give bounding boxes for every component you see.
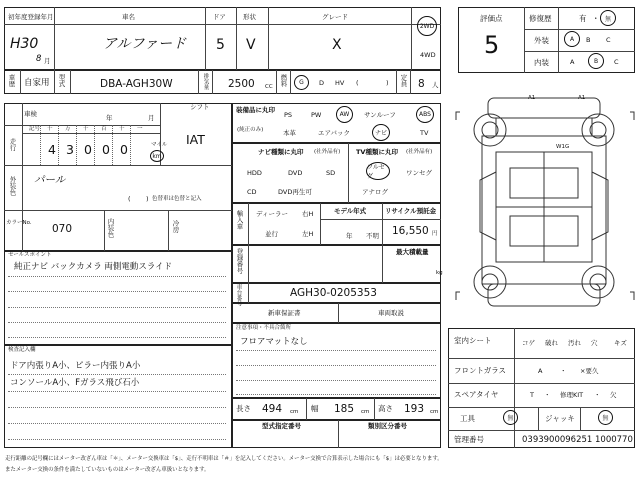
digit-header: 一 bbox=[137, 126, 143, 132]
seat-item: キズ bbox=[614, 339, 627, 347]
repair-label: 修復歴 bbox=[529, 14, 552, 23]
seat-item: 穴 bbox=[591, 339, 598, 347]
color-paren-left: ( bbox=[128, 195, 131, 203]
type-label: 型式指定番号 bbox=[262, 422, 301, 430]
tool-value-circle bbox=[503, 410, 518, 425]
model-label: 型式 bbox=[57, 74, 66, 87]
navi-sd: SD bbox=[326, 169, 336, 177]
seat-item: コゲ bbox=[522, 339, 535, 347]
navi-sub: (社外品有) bbox=[314, 149, 341, 155]
recycle-label: リサイクル預託金 bbox=[385, 207, 437, 215]
model-year-value: 不明 bbox=[366, 232, 379, 240]
color-value: パール bbox=[34, 174, 66, 186]
equip-aw: AW bbox=[339, 111, 350, 118]
tv-analog: アナログ bbox=[362, 188, 388, 196]
interior-c: C bbox=[614, 58, 619, 66]
mile-label: マイル bbox=[151, 142, 168, 148]
model-year-label: モデル年式 bbox=[334, 207, 367, 215]
tool-label: 工具 bbox=[460, 414, 475, 423]
interior-b-circle bbox=[588, 53, 604, 69]
equipment-label: 装備品に丸印 bbox=[236, 106, 275, 114]
score-label: 評価点 bbox=[480, 14, 503, 23]
recycle-value: 16,550 bbox=[392, 225, 429, 237]
usage-value: 自家用 bbox=[24, 78, 50, 88]
person-unit: 人 bbox=[432, 81, 439, 89]
digit-header: 十 bbox=[119, 126, 125, 132]
navi-label: ナビ種類に丸印 bbox=[258, 148, 304, 156]
interior-color-label: 内装色 bbox=[106, 218, 115, 238]
mgmt-no: 0393900096251 1000770 bbox=[522, 435, 633, 445]
aircon-label: 冷房 bbox=[171, 220, 180, 233]
inspector-line-1: ドア内張りA小、ピラー内張りA小 bbox=[10, 361, 141, 371]
fuel-label: 燃料 bbox=[279, 74, 288, 87]
navi-cd: CD bbox=[247, 188, 257, 196]
spare-t: T bbox=[530, 391, 534, 399]
grade-label: グレード bbox=[322, 13, 348, 21]
exterior-a-circle bbox=[564, 31, 580, 47]
shift-label: シフト bbox=[190, 103, 210, 111]
sales-label: セールスポイント bbox=[8, 252, 52, 258]
capacity-value: 8 bbox=[418, 78, 425, 90]
equip-pw: PW bbox=[311, 111, 322, 119]
height-value: 193 bbox=[404, 403, 425, 415]
footer-line-1: 走行距離の記号欄にはメーター改ざん車は「＊」、メーター交換車は「$」、走行不明車は「＃」を記入してください。メーター交換で合算表示した場合にも「$」は必要となります。 bbox=[5, 456, 443, 462]
class-label: 類別区分番号 bbox=[368, 422, 407, 430]
exterior-selected: A bbox=[569, 35, 575, 43]
month-unit: 月 bbox=[44, 57, 51, 65]
color-note: 色替車は色替と記入 bbox=[152, 196, 202, 202]
chassis-no: AGH30-0205353 bbox=[290, 287, 377, 299]
diag-a1-left: A1 bbox=[528, 95, 536, 101]
inspection-label: 車検 bbox=[24, 110, 37, 118]
tv-label: TV種類に丸印 bbox=[356, 148, 398, 156]
first-reg-month: 8 bbox=[36, 54, 42, 64]
spare-missing: 欠 bbox=[610, 391, 617, 399]
notes-label: 注意事項・不具合箇所 bbox=[236, 325, 292, 331]
equip-abs-circle bbox=[416, 106, 434, 123]
import-dealer: ディーラー bbox=[256, 210, 288, 218]
repair-no-circle bbox=[600, 10, 616, 26]
fuel-selected: G bbox=[299, 79, 304, 86]
inspection-month: 月 bbox=[148, 114, 155, 122]
displacement-label: 排気量 bbox=[202, 73, 209, 90]
tv-oneseg: ワンセグ bbox=[406, 169, 432, 177]
digit-header: 千 bbox=[83, 126, 89, 132]
length-cm: cm bbox=[290, 409, 299, 415]
doors-value: 5 bbox=[216, 37, 225, 53]
door-label: ドア bbox=[213, 13, 226, 21]
jack-value: 無 bbox=[602, 415, 609, 422]
equip-navi-circle bbox=[372, 124, 390, 141]
fuel-hv: HV bbox=[335, 79, 345, 87]
seat-label: 室内シート bbox=[454, 336, 492, 345]
tv-sub: (社外品有) bbox=[406, 149, 433, 155]
km-circle bbox=[150, 150, 164, 162]
fuel-g-circle bbox=[294, 75, 309, 90]
footer-line-2: またメーター交換の条件を満たしていないものはメーター改ざん車扱いとなります。 bbox=[5, 467, 210, 473]
import-parallel: 並行 bbox=[265, 230, 278, 238]
spare-kit: 修理KIT bbox=[560, 391, 584, 399]
interior-label: 内装 bbox=[534, 58, 549, 67]
color-no-value: 070 bbox=[52, 223, 73, 235]
jack-label: ジャッキ bbox=[545, 414, 575, 423]
width-label: 幅 bbox=[311, 404, 319, 413]
km-label: km bbox=[152, 152, 162, 160]
notes-box bbox=[232, 323, 441, 398]
tool-value: 無 bbox=[507, 415, 514, 422]
digit-header: 記号 bbox=[29, 126, 41, 132]
reg-no-label: 登録番号 bbox=[235, 248, 244, 274]
glass-replace: ×要久 bbox=[580, 367, 599, 375]
inspector-label: 検査記入欄 bbox=[8, 347, 36, 353]
length-value: 494 bbox=[262, 403, 283, 415]
sales-text: 純正ナビ バックカメラ 両側電動スライド bbox=[14, 262, 173, 272]
glass-label: フロントガラス bbox=[454, 366, 507, 375]
shape-value: V bbox=[246, 37, 256, 53]
shift-value: IAT bbox=[186, 132, 205, 147]
capacity-label: 定員 bbox=[399, 74, 408, 87]
color-paren-right: ) bbox=[146, 195, 149, 203]
mileage-digit: 0 bbox=[120, 142, 128, 157]
equip-leather: 本革 bbox=[283, 129, 296, 137]
cc-unit: CC bbox=[265, 84, 273, 90]
repair-dot: ・ bbox=[592, 14, 600, 23]
diag-a1-right: A1 bbox=[578, 95, 586, 101]
import-label: 輸入車 bbox=[235, 210, 244, 230]
tv-fullseg: フルセグ bbox=[367, 164, 385, 180]
glass-dot: ・ bbox=[560, 367, 567, 375]
warranty-label: 新車保証書 bbox=[268, 309, 301, 317]
drive-2wd-circle bbox=[417, 16, 437, 36]
mileage-digit: 0 bbox=[102, 142, 110, 157]
usage-label: 車歴 bbox=[7, 74, 16, 87]
equip-airbag: エアバック bbox=[318, 129, 350, 137]
warranty-box bbox=[232, 303, 441, 323]
drive-4wd: 4WD bbox=[420, 51, 436, 59]
shape-label: 形状 bbox=[243, 13, 256, 21]
mileage-digit: 3 bbox=[66, 142, 74, 157]
seat-item: 破れ bbox=[545, 339, 558, 347]
length-label: 長さ bbox=[236, 404, 251, 413]
interior-selected: B bbox=[593, 57, 599, 65]
height-label: 高さ bbox=[378, 404, 393, 413]
max-load-label: 最大積載量 bbox=[396, 248, 429, 256]
car-name-label: 車名 bbox=[122, 13, 135, 21]
mileage-digit: 4 bbox=[48, 142, 56, 157]
color-label: 外装色 bbox=[8, 176, 17, 196]
spare-dot2: ・ bbox=[594, 391, 601, 399]
mileage-label: 走行 bbox=[8, 138, 17, 151]
equip-aw-circle bbox=[336, 106, 353, 123]
exterior-c: C bbox=[606, 36, 611, 44]
width-cm: cm bbox=[361, 409, 370, 415]
equip-abs: ABS bbox=[419, 111, 431, 118]
exterior-b: B bbox=[586, 36, 591, 44]
digit-header: 十 bbox=[47, 126, 53, 132]
exterior-label: 外装 bbox=[534, 36, 549, 45]
fuel-paren-l: ( bbox=[356, 79, 359, 87]
width-value: 185 bbox=[334, 403, 355, 415]
recycle-yen: 円 bbox=[432, 231, 438, 237]
color-no-label: カラーNo. bbox=[6, 220, 32, 226]
repair-selected: 無 bbox=[604, 15, 611, 23]
inspection-year: 年 bbox=[106, 114, 113, 122]
mileage-digit: 0 bbox=[84, 142, 92, 157]
equip-ps: PS bbox=[284, 111, 293, 119]
digit-header: 万 bbox=[65, 126, 71, 132]
equip-navi: ナビ bbox=[374, 130, 387, 137]
car-diagram bbox=[450, 92, 640, 312]
grade-value: X bbox=[332, 37, 342, 53]
repair-yes: 有 bbox=[579, 14, 587, 23]
navi-dvd: DVD bbox=[288, 169, 303, 177]
diag-c-label: W1G bbox=[556, 144, 570, 150]
model-value: DBA-AGH30W bbox=[100, 78, 173, 90]
equip-sunroof: サンルーフ bbox=[364, 111, 396, 119]
mgmt-label: 管理番号 bbox=[454, 435, 484, 444]
max-load-kg: kg bbox=[436, 270, 443, 276]
import-left: 左H bbox=[302, 230, 314, 238]
equipment-sublabel: (純正のみ) bbox=[237, 127, 264, 133]
notes-text: フロアマットなし bbox=[240, 337, 308, 347]
score-value: 5 bbox=[484, 31, 500, 59]
equip-tv: TV bbox=[420, 129, 429, 137]
navi-hdd: HDD bbox=[247, 169, 262, 177]
import-right: 右H bbox=[302, 210, 314, 218]
fuel-paren-r: ) bbox=[386, 79, 389, 87]
spare-label: スペアタイヤ bbox=[454, 390, 499, 399]
fuel-d: D bbox=[319, 79, 325, 87]
manual-label: 車両取説 bbox=[378, 309, 404, 317]
first-reg-year: H30 bbox=[10, 36, 39, 52]
displacement-value: 2500 bbox=[228, 78, 255, 90]
digit-header: 百 bbox=[101, 126, 107, 132]
glass-a: A bbox=[538, 367, 543, 375]
model-year-year: 年 bbox=[346, 232, 353, 240]
navi-dvd-play: DVD再生可 bbox=[278, 188, 312, 196]
drive-2wd: 2WD bbox=[419, 22, 435, 30]
interior-a: A bbox=[570, 58, 575, 66]
height-cm: cm bbox=[430, 409, 439, 415]
chassis-label: 車台番号 bbox=[235, 284, 242, 306]
inspector-line-2: コンソールA小、Fガラス飛び石小 bbox=[10, 378, 140, 388]
tv-fullseg-circle bbox=[366, 162, 390, 180]
car-name-value: アルファード bbox=[103, 36, 187, 52]
jack-value-circle bbox=[598, 410, 613, 425]
first-reg-label: 初年度登録年月 bbox=[8, 13, 54, 21]
seat-item: 汚れ bbox=[568, 339, 581, 347]
spare-dot1: ・ bbox=[544, 391, 551, 399]
